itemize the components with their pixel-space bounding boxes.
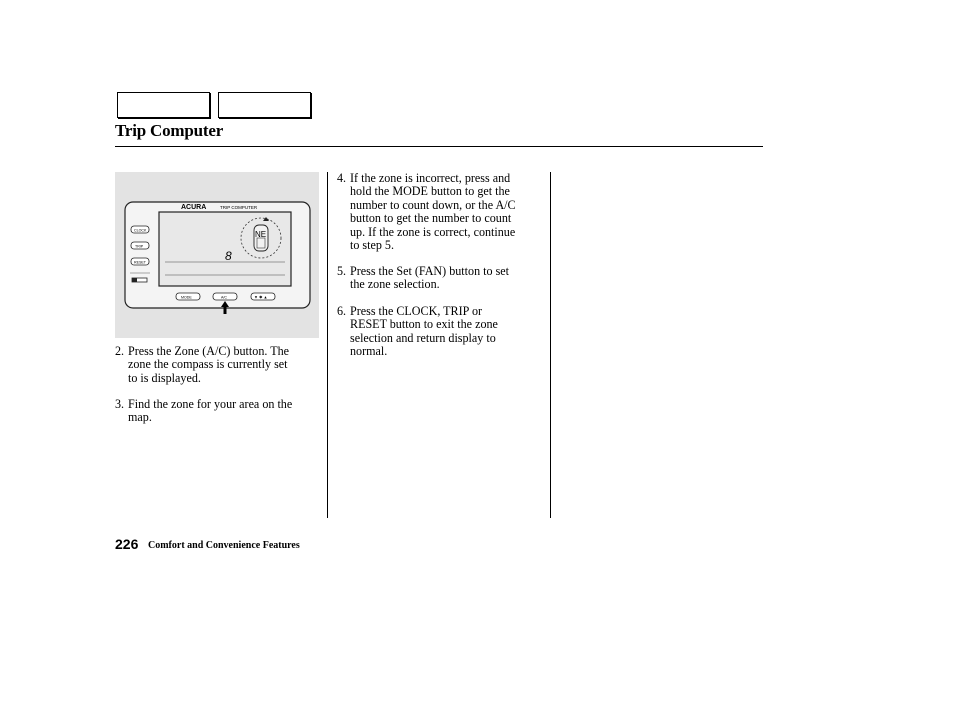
section-tab-2[interactable] (218, 92, 311, 118)
footer-section-title: Comfort and Convenience Features (148, 540, 300, 551)
step-line: If the zone is incorrect, press and (350, 171, 511, 185)
trip-button[interactable] (131, 242, 149, 249)
step-line: Press the Set (FAN) button to set (350, 264, 510, 278)
step-line: hold the MODE button to get the (350, 184, 510, 199)
step-line: to is displayed. (128, 370, 201, 385)
section-tab-1[interactable] (117, 92, 210, 118)
compass-text: NE (255, 230, 267, 239)
svg-text:RESET: RESET (134, 260, 146, 265)
trip-computer-illustration (115, 172, 319, 338)
svg-text:▼ ✱ ▲: ▼ ✱ ▲ (254, 294, 268, 300)
column-divider-1 (327, 172, 328, 518)
svg-text:A/C: A/C (221, 295, 227, 300)
device-name-label: TRIP COMPUTER (220, 205, 258, 210)
step-line: up. If the zone is correct, continue (350, 224, 516, 239)
step-line: normal. (350, 344, 388, 359)
clock-button[interactable] (131, 226, 149, 233)
step-line: selection and return display to (350, 330, 496, 345)
step-line: RESET button to exit the zone (350, 317, 498, 332)
step-line: Find the zone for your area on the (128, 397, 293, 411)
page-title: Trip Computer (115, 121, 224, 140)
display-digit: 8 (225, 249, 232, 263)
step-line: to step 5. (350, 238, 395, 253)
brand-label: ACURA (181, 204, 207, 211)
step-line: button to get the number to count (350, 211, 512, 226)
title-rule (115, 146, 763, 147)
svg-text:TRIP: TRIP (135, 244, 144, 249)
fan-button[interactable] (251, 293, 275, 300)
step-line: Press the CLOCK, TRIP or (350, 304, 483, 318)
svg-text:CLOCK: CLOCK (134, 228, 147, 233)
step-line: zone the compass is currently set (128, 357, 288, 372)
ac-button[interactable] (213, 293, 237, 300)
step-line: the zone selection. (350, 277, 440, 292)
step-line: Press the Zone (A/C) button. The (128, 344, 290, 358)
trip-computer-drawing (115, 172, 319, 338)
svg-text:MODE: MODE (181, 295, 192, 300)
step-line: map. (128, 410, 152, 425)
reset-button[interactable] (131, 258, 149, 265)
step-line: number to count down, or the A/C (350, 197, 516, 212)
column-divider-2 (550, 172, 551, 518)
mode-button[interactable] (176, 293, 200, 300)
page-number: 226 (115, 536, 139, 552)
